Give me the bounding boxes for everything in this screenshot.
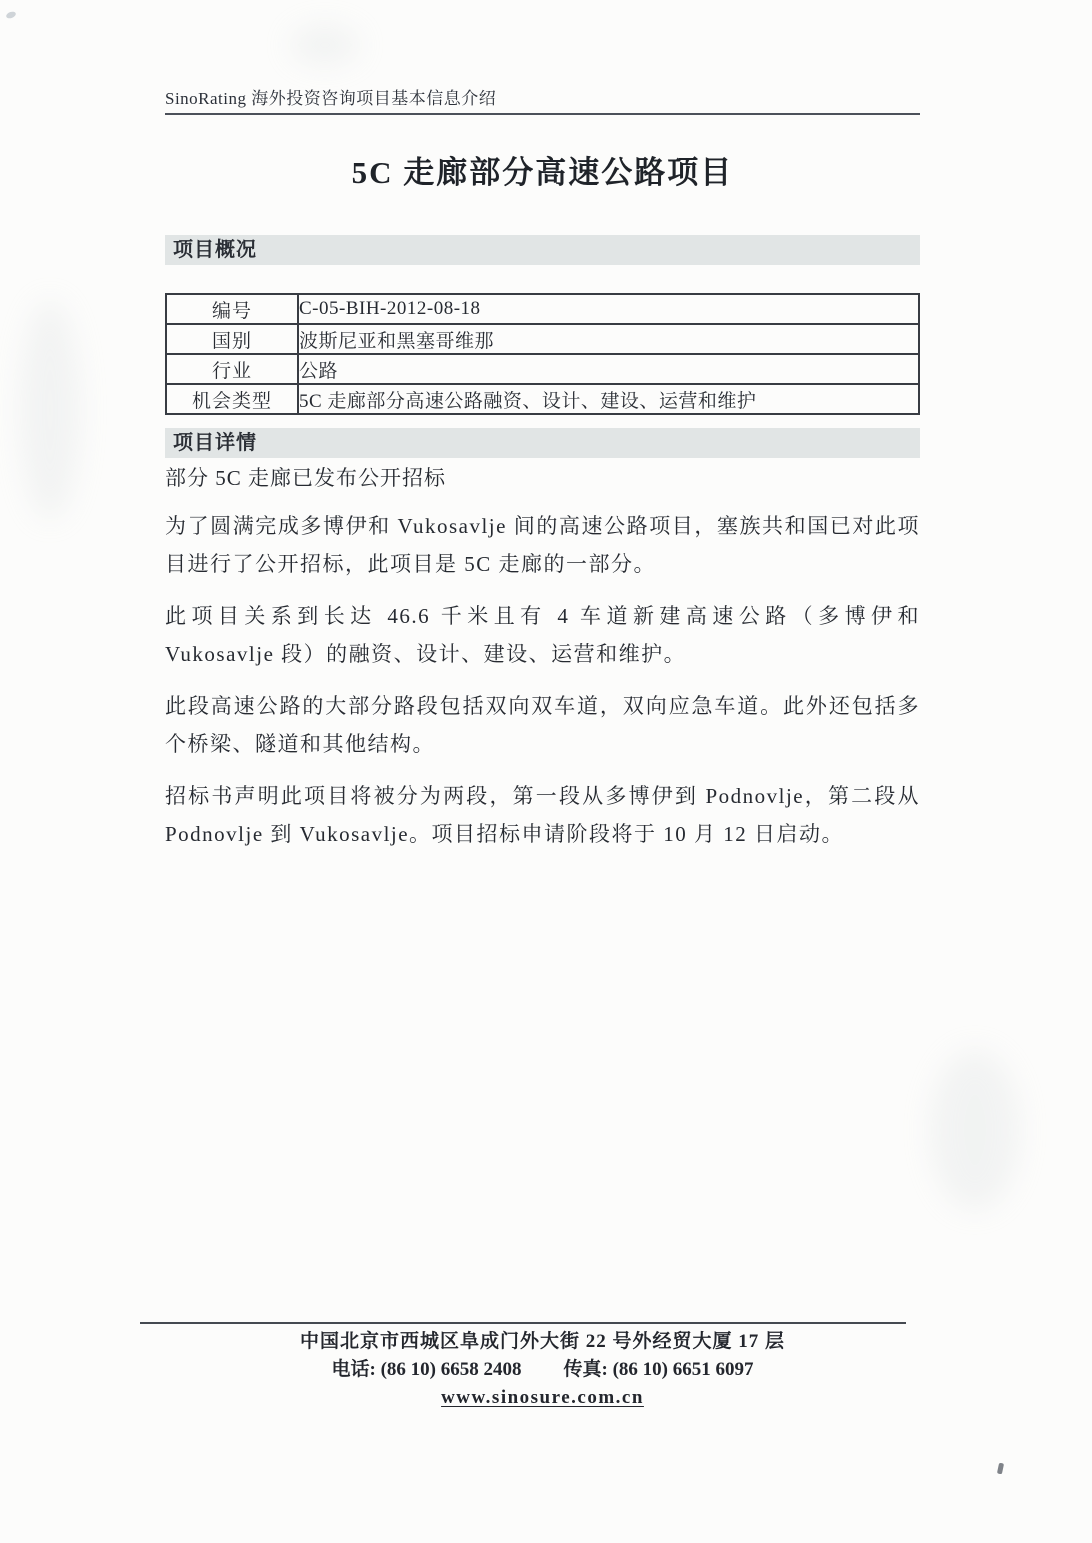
details-paragraph: 此项目关系到长达 46.6 千米且有 4 车道新建高速公路（多博伊和 Vukosavlje 段）的融资、设计、建设、运营和维护。 [165,604,920,666]
row-label: 行业 [166,354,298,384]
scan-artifact [5,10,16,19]
document-footer [165,1328,920,1411]
document-header [165,0,920,115]
scan-artifact [930,1050,1020,1210]
table-row [166,384,919,414]
table-row [166,324,919,354]
section-heading-overview [165,235,920,265]
table-row [166,354,919,384]
table-row [166,294,919,324]
row-value: 公路 [298,354,919,384]
document-title: 5C 走廊部分高速公路项目 [351,155,734,190]
details-paragraph: 为了圆满完成多博伊和 Vukosavlje 间的高速公路项目，塞族共和国已对此项目进行了公开招标，此项目是 5C 走廊的一部分。 [165,514,920,576]
footer-divider [140,1322,906,1324]
document-content [165,0,920,853]
details-paragraph: 招标书声明此项目将被分为两段，第一段从多博伊到 Podnovlje，第二段从 Podnovlje 到 Vukosavlje。项目招标申请阶段将于 10 月 12 日启动。 [165,784,920,846]
document-header-text: SinoRating 海外投资咨询项目基本信息介绍 [165,89,497,108]
row-value: C-05-BIH-2012-08-18 [298,294,919,324]
scan-artifact [997,1463,1004,1475]
section-heading-overview-label: 项目概况 [173,239,257,261]
row-label: 国别 [166,324,298,354]
row-label: 机会类型 [166,384,298,414]
footer-phone: 电话: (86 10) 6658 2408 [331,1359,522,1380]
row-value: 波斯尼亚和黑塞哥维那 [298,324,919,354]
row-value: 5C 走廊部分高速公路融资、设计、建设、运营和维护 [298,384,919,414]
overview-table [165,293,920,415]
section-heading-details [165,428,920,458]
footer-fax: 传真: (86 10) 6651 6097 [563,1359,754,1380]
footer-phone-fax [165,1356,920,1384]
row-label: 编号 [166,294,298,324]
section-heading-details-label: 项目详情 [173,432,257,454]
details-paragraph: 此段高速公路的大部分路段包括双向双车道，双向应急车道。此外还包括多个桥梁、隧道和其他结构。 [165,694,920,756]
scan-artifact [20,300,80,520]
footer-website: www.sinosure.com.cn [441,1387,644,1408]
details-intro-line: 部分 5C 走廊已发布公开招标 [165,466,447,490]
footer-address: 中国北京市西城区阜成门外大街 22 号外经贸大厦 17 层 [299,1331,785,1352]
